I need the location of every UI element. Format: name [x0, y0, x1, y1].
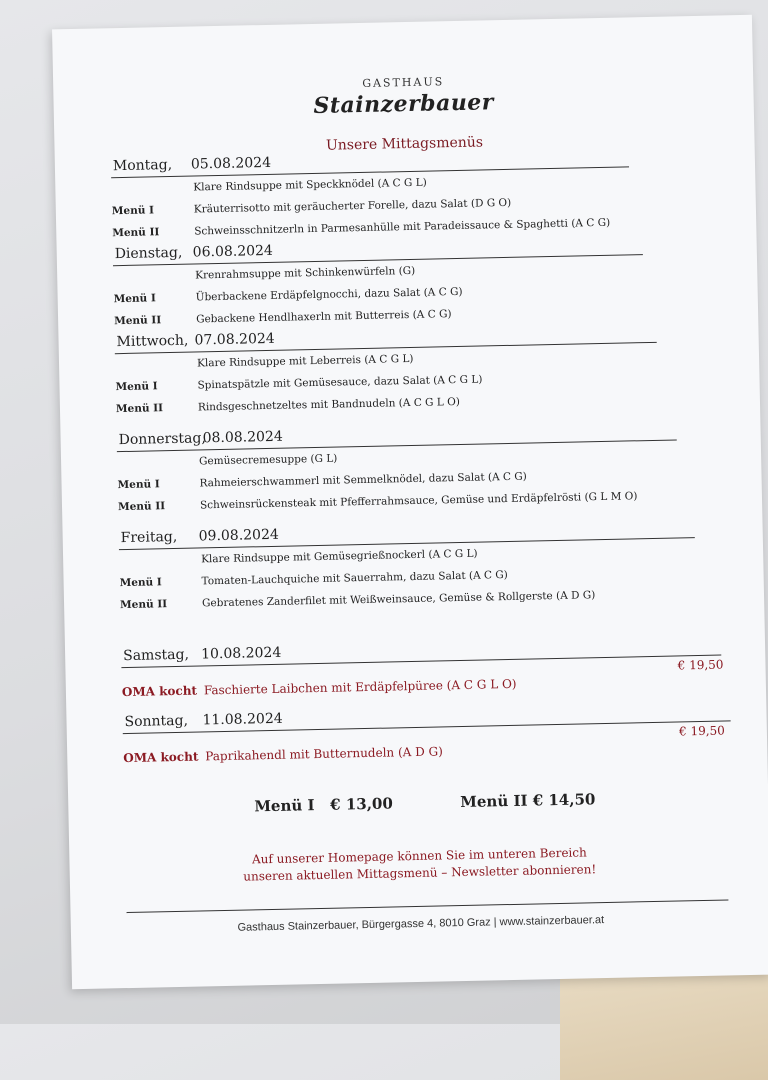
menu-1-label: Menü I — [113, 292, 156, 306]
menu-2-text: Gebackene Hendlhaxerln mit Butterreis (A C G) — [196, 308, 452, 326]
menu-1-label: Menü I — [111, 204, 155, 218]
menu-1-text: Rahmeierschwammerl mit Semmelknödel, dazu Salat (A C G) — [199, 470, 527, 490]
day-section-sunday — [66, 701, 767, 772]
soup-text: Klare Rindsuppe mit Speckknödel (A C G L) — [193, 176, 427, 194]
menu-2-text: Gebratenes Zanderfilet mit Weißweinsauce, Gemüse & Rollgerste (A D G) — [201, 589, 596, 610]
menu-2-label: Menü II — [119, 598, 168, 612]
soup-text: Krenrahmsuppe mit Schinkenwürfeln (G) — [195, 264, 416, 282]
menu-2-label: Menü II — [114, 314, 162, 328]
day-section-saturday — [65, 635, 766, 706]
soup-text: Klare Rindsuppe mit Leberreis (A C G L) — [196, 352, 414, 370]
day-section-wednesday — [58, 321, 760, 424]
day-name: Dienstag, — [114, 244, 183, 263]
day-date: 11.08.2024 — [202, 710, 283, 729]
footer-divider — [127, 899, 729, 913]
price-summary — [68, 787, 768, 816]
day-section-thursday — [60, 419, 762, 522]
menu-title: Unsere Mittagsmenüs — [325, 134, 484, 154]
menu-1-label: Menü I — [115, 380, 158, 394]
day-name: Montag, — [112, 156, 173, 175]
oma-kocht-row — [66, 657, 766, 706]
day-section-tuesday — [57, 233, 759, 336]
newsletter-note — [69, 841, 768, 890]
menu-sheet — [52, 15, 768, 989]
day-date: 06.08.2024 — [192, 242, 274, 261]
logo-name-text: Stainzerbauer — [313, 89, 495, 119]
menu-1-text: Tomaten-Lauchquiche mit Sauerrahm, dazu Salat (A C G) — [201, 569, 508, 588]
menu-1-price: Menü I € 13,00 — [254, 794, 393, 816]
logo-gasthaus-text: GASTHAUS — [362, 75, 445, 90]
menu-1-label: Menü I — [117, 478, 160, 492]
menu-2-text: Schweinsrückensteak mit Pfefferrahmsauce, Gemüse und Erdäpfelrösti (G L M O) — [199, 490, 638, 512]
menu-2-label: Menü II — [115, 402, 164, 416]
oma-kocht-label: OMA kocht — [121, 683, 198, 700]
day-section-friday — [63, 517, 765, 620]
menu-1-text: Kräuterrisotto mit geräucherter Forelle, dazu Salat (D G O) — [193, 196, 512, 216]
day-date: 07.08.2024 — [194, 330, 275, 349]
footer-address: Gasthaus Stainzerbauer, Bürgergasse 4, 8010 Graz | www.stainzerbauer.at — [237, 914, 605, 934]
menu-1-text: Spinatspätzle mit Gemüsesauce, dazu Salat (A C G L) — [197, 373, 483, 392]
menu-2-text: Rindsgeschnetzeltes mit Bandnudeln (A C G L O) — [197, 395, 460, 414]
oma-kocht-row — [67, 723, 767, 772]
oma-kocht-label: OMA kocht — [123, 749, 199, 766]
day-name: Sonntag, — [124, 712, 189, 731]
menu-2-label: Menü II — [117, 500, 166, 514]
menu-1-text: Überbackene Erdäpfelgnocchi, dazu Salat (A C G) — [195, 285, 463, 304]
day-date: 10.08.2024 — [200, 644, 282, 663]
soup-text: Klare Rindsuppe mit Gemüsegrießnockerl (A C G L) — [201, 547, 478, 566]
day-section-monday — [55, 145, 757, 248]
day-date: 05.08.2024 — [190, 154, 272, 173]
day-date: 08.08.2024 — [202, 428, 283, 447]
restaurant-logo — [53, 69, 754, 125]
newsletter-note-line-1: Auf unserer Homepage können Sie im unteren Bereich — [251, 845, 587, 867]
menu-2-label: Menü II — [112, 226, 160, 240]
price: € 19,50 — [677, 657, 724, 673]
day-date: 09.08.2024 — [198, 526, 279, 545]
menu-2-text: Schweinsschnitzerln in Parmesanhülle mit Paradeissauce & Spaghetti (A C G) — [194, 216, 611, 238]
day-name: Samstag, — [122, 646, 190, 665]
oma-kocht-dish: Faschierte Laibchen mit Erdäpfelpüree (A C G L O) — [203, 676, 517, 698]
newsletter-note-line-2: unseren aktuellen Mittagsmenü – Newsletter abonnieren! — [243, 862, 597, 884]
price: € 19,50 — [678, 723, 726, 739]
day-name: Donnerstag, — [118, 430, 207, 449]
menu-2-price: Menü II € 14,50 — [460, 790, 596, 812]
oma-kocht-dish: Paprikahendl mit Butternudeln (A D G) — [205, 744, 444, 764]
soup-text: Gemüsecremesuppe (G L) — [198, 452, 338, 468]
day-name: Freitag, — [120, 528, 178, 547]
menu-1-label: Menü I — [119, 576, 162, 590]
day-name: Mittwoch, — [116, 332, 189, 351]
